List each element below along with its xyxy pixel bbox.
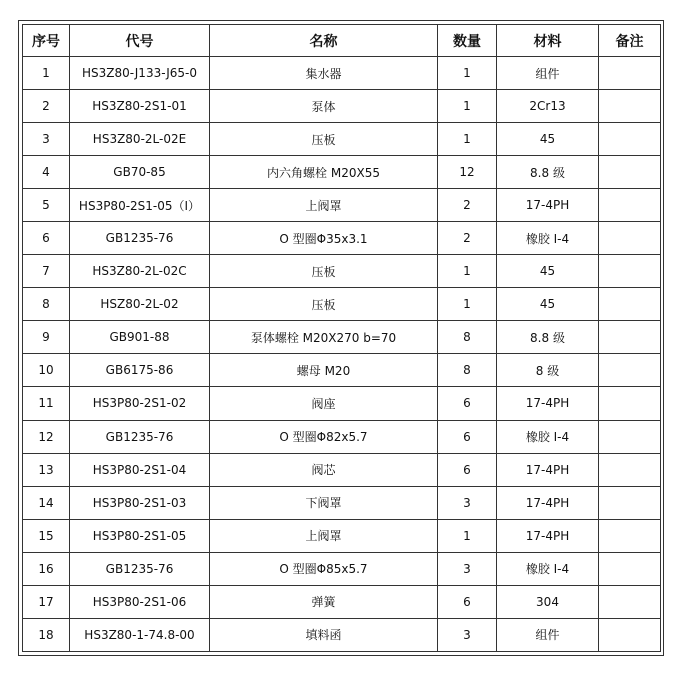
cell-remark [599,552,661,585]
cell-material: 8.8 级 [497,156,599,189]
cell-name: 上阀罩 [210,519,438,552]
cell-quantity: 8 [438,354,497,387]
cell-name: 上阀罩 [210,189,438,222]
cell-index: 13 [23,453,70,486]
cell-index: 4 [23,156,70,189]
cell-material: 组件 [497,618,599,651]
cell-code: GB70-85 [70,156,210,189]
cell-index: 10 [23,354,70,387]
cell-remark [599,156,661,189]
cell-index: 2 [23,90,70,123]
table-row [23,321,661,354]
cell-code: GB901-88 [70,321,210,354]
cell-quantity: 1 [438,288,497,321]
cell-material: 8.8 级 [497,321,599,354]
cell-name: 阀座 [210,387,438,420]
cell-index: 15 [23,519,70,552]
table-row [23,387,661,420]
table-row [23,288,661,321]
cell-quantity: 6 [438,387,497,420]
cell-code: HS3Z80-2L-02E [70,123,210,156]
cell-remark [599,486,661,519]
header-name: 名称 [210,25,438,57]
cell-material: 17-4PH [497,189,599,222]
header-remark: 备注 [599,25,661,57]
cell-remark [599,288,661,321]
cell-name: 弹簧 [210,585,438,618]
cell-name: 压板 [210,255,438,288]
cell-quantity: 3 [438,618,497,651]
cell-material: 17-4PH [497,519,599,552]
table-row [23,420,661,453]
table-row [23,552,661,585]
cell-name: 泵体螺栓 M20X270 b=70 [210,321,438,354]
cell-material: 橡胶 I-4 [497,222,599,255]
table-row [23,486,661,519]
cell-code: HS3Z80-1-74.8-00 [70,618,210,651]
cell-material: 橡胶 I-4 [497,552,599,585]
table-row [23,453,661,486]
cell-code: HS3P80-2S1-02 [70,387,210,420]
cell-material: 17-4PH [497,387,599,420]
cell-remark [599,618,661,651]
cell-remark [599,123,661,156]
cell-remark [599,57,661,90]
cell-code: HS3P80-2S1-04 [70,453,210,486]
table-row [23,156,661,189]
cell-name: 泵体 [210,90,438,123]
cell-code: HS3P80-2S1-05（Ⅰ） [70,189,210,222]
cell-material: 17-4PH [497,453,599,486]
cell-material: 304 [497,585,599,618]
cell-index: 16 [23,552,70,585]
header-material: 材料 [497,25,599,57]
table-row [23,222,661,255]
cell-name: O 型圈Φ82x5.7 [210,420,438,453]
cell-remark [599,222,661,255]
cell-material: 45 [497,255,599,288]
cell-quantity: 1 [438,255,497,288]
table-row [23,189,661,222]
cell-index: 17 [23,585,70,618]
table-row [23,255,661,288]
cell-quantity: 6 [438,420,497,453]
header-code: 代号 [70,25,210,57]
cell-index: 5 [23,189,70,222]
cell-index: 3 [23,123,70,156]
cell-remark [599,90,661,123]
cell-material: 8 级 [497,354,599,387]
cell-remark [599,519,661,552]
cell-index: 9 [23,321,70,354]
cell-code: HS3Z80-2L-02C [70,255,210,288]
header-quantity: 数量 [438,25,497,57]
cell-name: 阀芯 [210,453,438,486]
cell-quantity: 1 [438,90,497,123]
cell-remark [599,354,661,387]
cell-index: 11 [23,387,70,420]
cell-remark [599,189,661,222]
cell-name: 下阀罩 [210,486,438,519]
cell-name: 螺母 M20 [210,354,438,387]
table-row [23,585,661,618]
cell-remark [599,387,661,420]
table-row [23,123,661,156]
cell-index: 18 [23,618,70,651]
cell-material: 2Cr13 [497,90,599,123]
parts-list-table [22,24,661,652]
cell-remark [599,453,661,486]
cell-name: 压板 [210,288,438,321]
cell-quantity: 1 [438,519,497,552]
cell-name: 压板 [210,123,438,156]
cell-name: O 型圈Φ85x5.7 [210,552,438,585]
cell-name: 内六角螺栓 M20X55 [210,156,438,189]
cell-remark [599,420,661,453]
cell-remark [599,585,661,618]
table-header-row [23,25,661,57]
cell-code: HS3P80-2S1-06 [70,585,210,618]
cell-quantity: 6 [438,585,497,618]
cell-code: HS3Z80-2S1-01 [70,90,210,123]
cell-quantity: 2 [438,189,497,222]
cell-material: 17-4PH [497,486,599,519]
cell-remark [599,255,661,288]
cell-name: O 型圈Φ35x3.1 [210,222,438,255]
cell-quantity: 12 [438,156,497,189]
cell-material: 45 [497,123,599,156]
cell-code: HSZ80-2L-02 [70,288,210,321]
cell-code: HS3Z80-J133-J65-0 [70,57,210,90]
cell-code: GB1235-76 [70,420,210,453]
cell-index: 12 [23,420,70,453]
cell-index: 7 [23,255,70,288]
cell-quantity: 8 [438,321,497,354]
cell-material: 45 [497,288,599,321]
cell-index: 14 [23,486,70,519]
cell-index: 8 [23,288,70,321]
cell-quantity: 2 [438,222,497,255]
cell-material: 橡胶 I-4 [497,420,599,453]
cell-quantity: 6 [438,453,497,486]
header-index: 序号 [23,25,70,57]
cell-name: 填料函 [210,618,438,651]
cell-index: 6 [23,222,70,255]
table-row [23,519,661,552]
cell-index: 1 [23,57,70,90]
cell-quantity: 1 [438,123,497,156]
cell-quantity: 1 [438,57,497,90]
cell-remark [599,321,661,354]
cell-material: 组件 [497,57,599,90]
table-row [23,90,661,123]
table-row [23,354,661,387]
table-row [23,618,661,651]
cell-code: GB1235-76 [70,552,210,585]
cell-code: GB1235-76 [70,222,210,255]
cell-code: GB6175-86 [70,354,210,387]
parts-list-frame [18,20,664,656]
cell-quantity: 3 [438,486,497,519]
cell-quantity: 3 [438,552,497,585]
cell-name: 集水器 [210,57,438,90]
cell-code: HS3P80-2S1-03 [70,486,210,519]
table-row [23,57,661,90]
cell-code: HS3P80-2S1-05 [70,519,210,552]
